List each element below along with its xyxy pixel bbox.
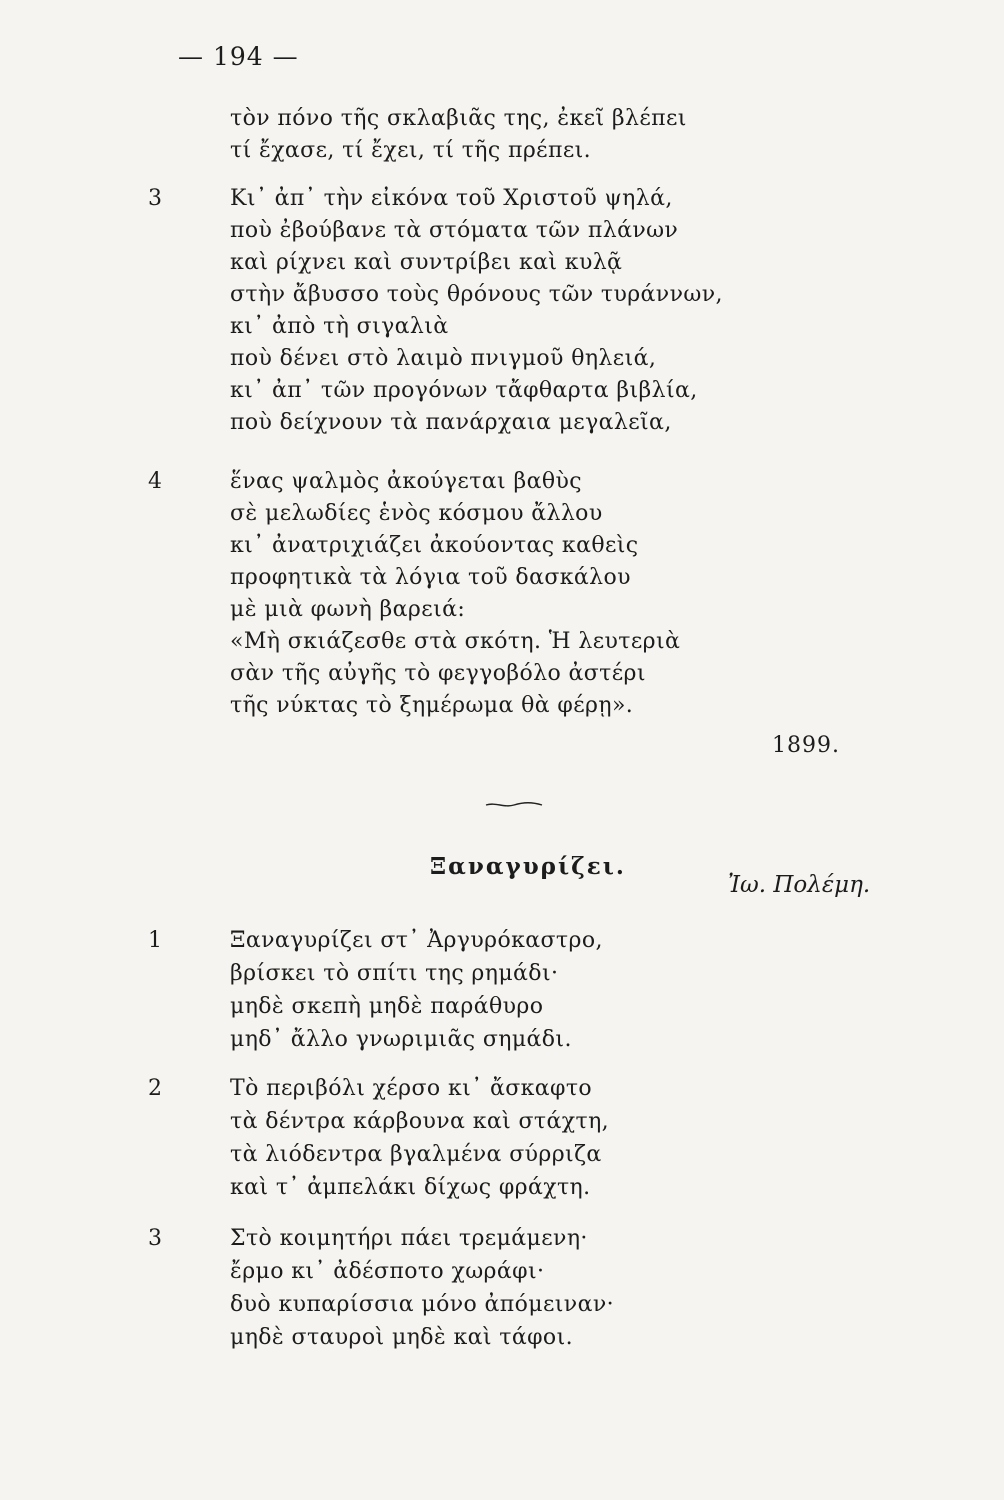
poem-line: δυὸ κυπαρίσσια μόνο ἀπόμειναν· xyxy=(230,1292,615,1317)
stanza-number: 4 xyxy=(148,469,162,494)
poem-author: Ἰω. Πολέμη. xyxy=(728,872,871,898)
poem-line: μὲ μιὰ φωνὴ βαρειά: xyxy=(230,597,466,622)
poem-year: 1899. xyxy=(772,733,840,758)
poem-line: σὰν τῆς αὐγῆς τὸ φεγγοβόλο ἀστέρι xyxy=(230,661,646,686)
poem-line: στὴν ἄβυσσο τοὺς θρόνους τῶν τυράννων, xyxy=(230,282,723,307)
poem-line: ἕνας ψαλμὸς ἀκούγεται βαθὺς xyxy=(230,469,582,494)
poem-line: «Μὴ σκιάζεσθε στὰ σκότη. Ἡ λευτεριὰ xyxy=(230,629,681,654)
stanza-number: 3 xyxy=(148,1226,162,1251)
poem-line: κι᾽ ἀνατριχιάζει ἀκούοντας καθεὶς xyxy=(230,533,639,558)
poem-line: κι᾽ ἀπὸ τὴ σιγαλιὰ xyxy=(230,314,449,339)
poem-line: τὰ δέντρα κάρβουνα καὶ στάχτη, xyxy=(230,1109,610,1134)
poem-line: τὰ λιόδεντρα βγαλμένα σύρριζα xyxy=(230,1142,602,1167)
stanza-number: 3 xyxy=(148,186,162,211)
poem-line: ποὺ ἐβούβανε τὰ στόματα τῶν πλάνων xyxy=(230,218,679,243)
poem-line: καὶ τ᾽ ἀμπελάκι δίχως φράχτη. xyxy=(230,1175,591,1200)
poem-line: Τὸ περιβόλι χέρσο κι᾽ ἄσκαφτο xyxy=(230,1076,593,1101)
poem-line: σὲ μελωδίες ἑνὸς κόσμου ἄλλου xyxy=(230,501,603,526)
poem-line: κι᾽ ἀπ᾽ τῶν προγόνων τἄφθαρτα βιβλία, xyxy=(230,378,698,403)
poem-line: τῆς νύκτας τὸ ξημέρωμα θὰ φέρῃ». xyxy=(230,693,634,718)
poem-line: καὶ ρίχνει καὶ συντρίβει καὶ κυλᾷ xyxy=(230,250,623,275)
poem-line: μηδὲ σκεπὴ μηδὲ παράθυρο xyxy=(230,994,544,1019)
stanza-number: 1 xyxy=(148,928,162,953)
poem-line: μηδὲ σταυροὶ μηδὲ καὶ τάφοι. xyxy=(230,1325,573,1350)
poem-line: Στὸ κοιμητήρι πάει τρεμάμενη· xyxy=(230,1226,588,1251)
poem-line: Κι᾽ ἀπ᾽ τὴν εἰκόνα τοῦ Χριστοῦ ψηλά, xyxy=(230,186,673,211)
poem-line: προφητικὰ τὰ λόγια τοῦ δασκάλου xyxy=(230,565,631,590)
poem-line: τί ἔχασε, τί ἔχει, τί τῆς πρέπει. xyxy=(230,138,592,163)
stanza-number: 2 xyxy=(148,1076,162,1101)
poem-line: ποὺ δένει στὸ λαιμὸ πνιγμοῦ θηλειά, xyxy=(230,346,657,371)
poem-line: τὸν πόνο τῆς σκλαβιᾶς της, ἐκεῖ βλέπει xyxy=(230,106,687,131)
poem-line: Ξαναγυρίζει στ᾽ Ἀργυρόκαστρο, xyxy=(230,928,603,953)
poem-line: μηδ᾽ ἄλλο γνωριμιᾶς σημάδι. xyxy=(230,1027,572,1052)
poem-line: ποὺ δείχνουν τὰ πανάρχαια μεγαλεῖα, xyxy=(230,410,672,435)
poem-line: βρίσκει τὸ σπίτι της ρημάδι· xyxy=(230,961,559,986)
poem-line: ἔρμο κι᾽ ἀδέσποτο χωράφι· xyxy=(230,1259,545,1284)
poem-title: Ξαναγυρίζει. xyxy=(430,853,626,880)
section-divider xyxy=(484,802,544,808)
page-number: — 194 — xyxy=(178,42,299,71)
